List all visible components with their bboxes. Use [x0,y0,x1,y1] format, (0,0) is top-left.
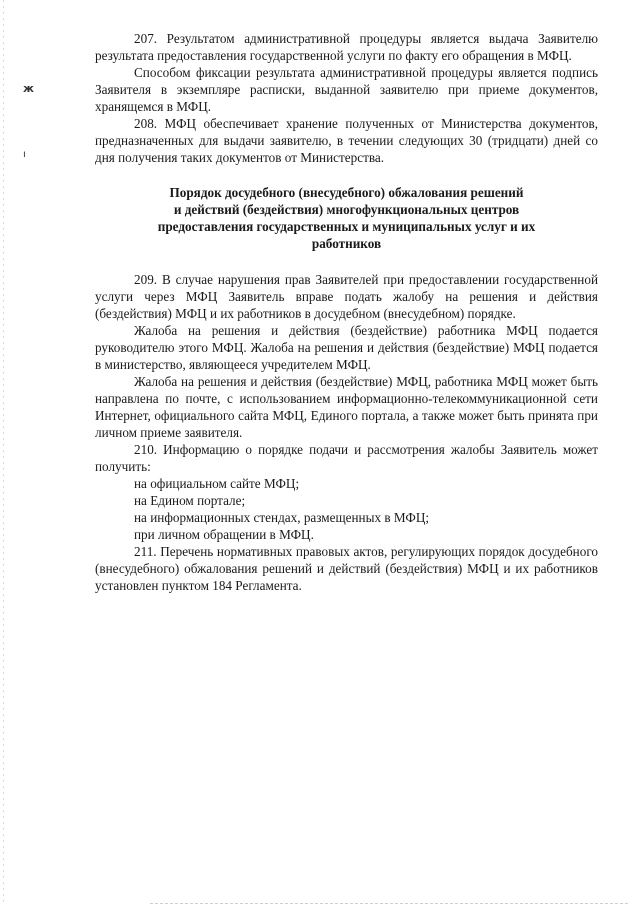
paragraph-209-complaint-employee: Жалоба на решения и действия (бездействие) работника МФЦ подается руководителю этого МФЦ. Жалоба на решения и действия (бездействие) МФЦ подается в министерство, являющееся учредителем МФЦ. [95,323,598,372]
paragraph-207: 207. Результатом административной процедуры является выдача Заявителю результата предоставления государственной услуги по факту его обращения в МФЦ. [95,31,598,63]
margin-mark-2: ı [23,149,26,160]
heading-line-1: Порядок досудебного (внесудебного) обжалования решений [169,185,524,200]
list-item: на официальном сайте МФЦ; [134,476,300,491]
paragraph-208: 208. МФЦ обеспечивает хранение полученных от Министерства документов, предназначенных для выдачи заявителю, в течении следующих 30 (тридцати) дней со дня получения таких документов от Министерства. [95,116,598,165]
list-item: на Едином портале; [134,493,246,508]
list-item: при личном обращении в МФЦ. [134,527,314,542]
paragraph-209-complaint-channels: Жалоба на решения и действия (бездействие) МФЦ, работника МФЦ может быть направлена по почте, с использованием информационно-телекоммуникационной сети Интернет, официального сайта МФЦ, Единого портала, а также может быть принята при личном приеме заявителя. [95,374,598,440]
paragraph-207-fixation: Способом фиксации результата административной процедуры является подпись Заявителя в экземпляре расписки, выданной заявителю при приеме документов, хранящемся в МФЦ. [95,65,598,114]
heading-line-2: и действий (бездействия) многофункциональных центров [173,202,520,217]
paragraph-210: 210. Информацию о порядке подачи и рассмотрения жалобы Заявитель может получить: [95,442,598,474]
section-bottom [95,271,598,594]
info-sources-list [95,475,598,543]
document-page [95,30,598,594]
margin-mark-1: ж [23,82,34,95]
paragraph-209: 209. В случае нарушения прав Заявителей при предоставлении государственной услуги через МФЦ Заявитель вправе подать жалобу на решения и действия (бездействия) МФЦ и их работников в досудебном (внесудебном) порядке. [95,272,598,321]
list-item: на информационных стендах, размещенных в МФЦ; [134,510,430,525]
heading-line-4: работников [311,236,382,251]
section-top [95,30,598,166]
scan-edge-left [3,0,4,905]
scan-edge-bottom [150,903,630,904]
section-heading [95,184,598,252]
heading-line-3: предоставления государственных и муниципальных услуг и их [157,219,536,234]
paragraph-211: 211. Перечень нормативных правовых актов, регулирующих порядок досудебного (внесудебного) обжалования решений и действий (бездействия) МФЦ и их работников установлен пунктом 184 Регламента. [95,544,598,593]
